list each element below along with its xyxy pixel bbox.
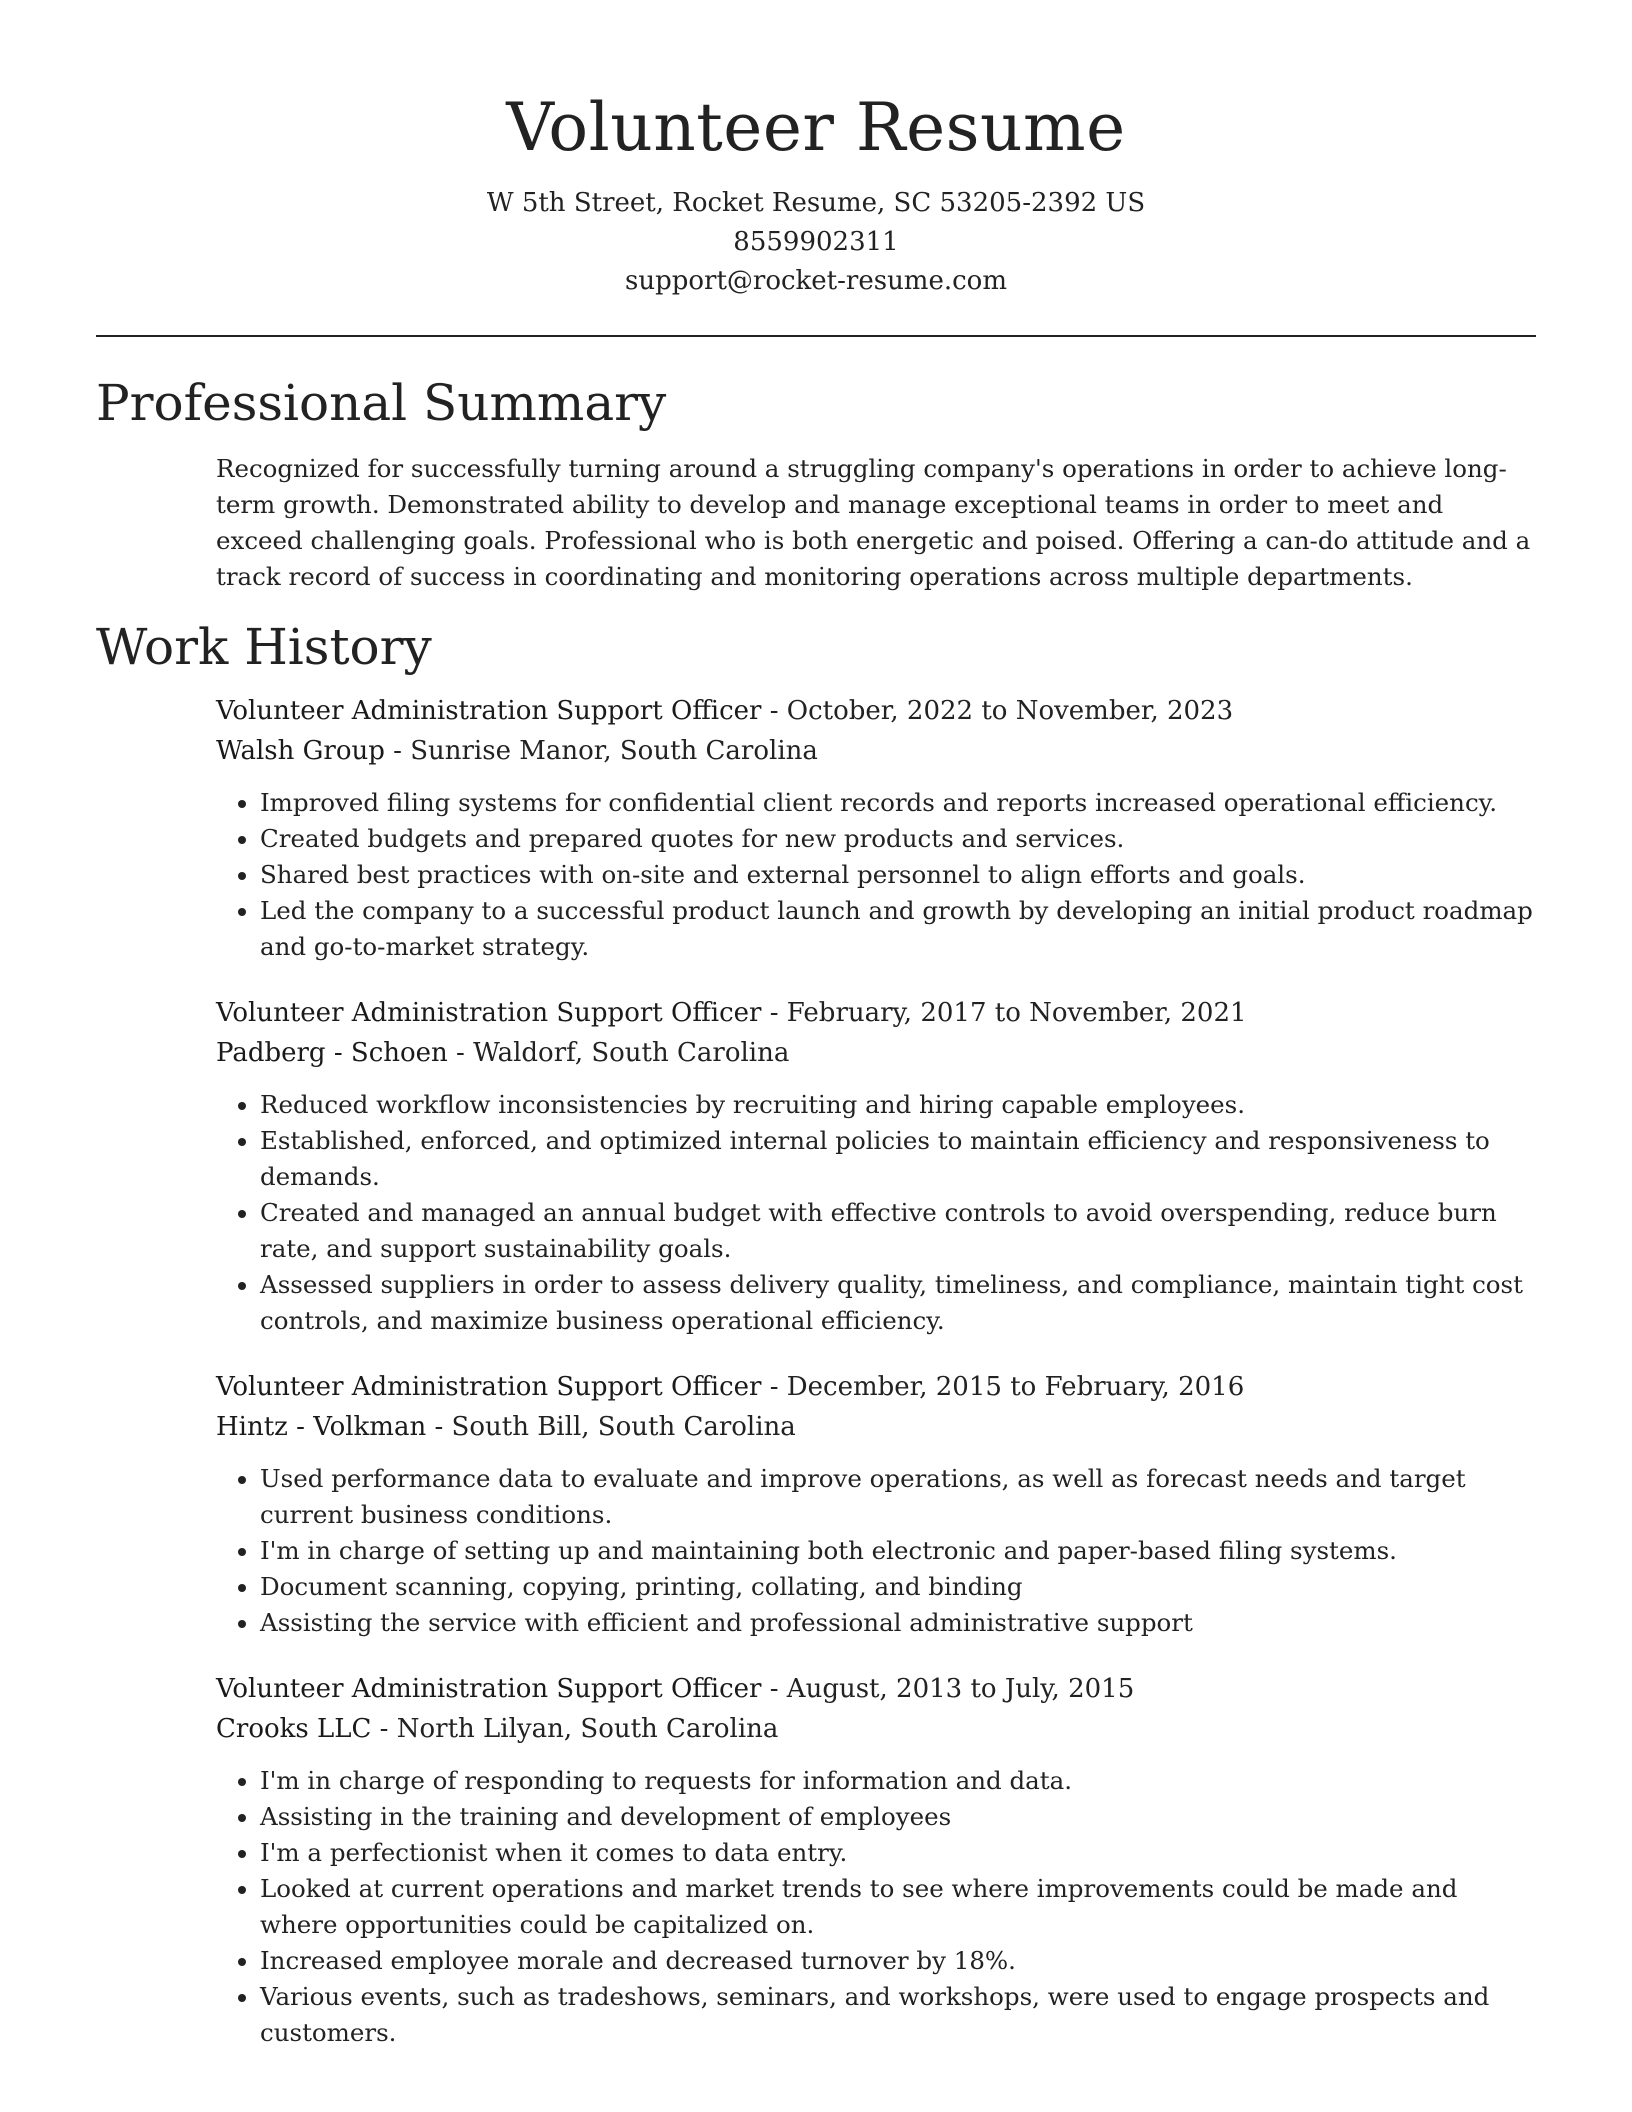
summary-heading: Professional Summary [96, 374, 667, 432]
job-list [96, 691, 1536, 2051]
job-bullet: • Increased employee morale and decreased turnover by 18%. [260, 1943, 1536, 1979]
job-title: Volunteer Administration Support Officer [216, 998, 762, 1028]
job-company: Walsh Group [216, 736, 385, 766]
job-entry [216, 1669, 1536, 2051]
summary-text: Recognized for successfully turning around a struggling company's operations in order to achieve long-term growth. Demonstrated ability to develop and manage exceptional teams in order to meet and exceed challenging goals. Professional who is both energetic and poised. Offering a can-do attitude and a track record of success in coordinating and monitoring operations across multiple departments. [216, 454, 1531, 591]
job-title-line [216, 993, 1536, 1033]
job-company-line [216, 1033, 1536, 1073]
job-bullet: • I'm a perfectionist when it comes to data entry. [260, 1835, 1536, 1871]
job-title-line [216, 691, 1536, 731]
job-bullet: • Shared best practices with on-site and external personnel to align efforts and goals. [260, 857, 1536, 893]
job-bullet: • I'm in charge of setting up and maintaining both electronic and paper-based filing systems. [260, 1533, 1536, 1569]
job-entry [216, 1367, 1536, 1641]
job-bullet: • Used performance data to evaluate and improve operations, as well as forecast needs and target current business conditions. [260, 1461, 1536, 1533]
job-bullets [216, 1763, 1536, 2051]
job-bullet: • Created budgets and prepared quotes for new products and services. [260, 821, 1536, 857]
resume-name: Volunteer Resume [506, 89, 1126, 166]
job-bullet: • Created and managed an annual budget with effective controls to avoid overspending, reduce burn rate, and support sustainability goals. [260, 1195, 1536, 1267]
job-bullet: • I'm in charge of responding to requests for information and data. [260, 1763, 1536, 1799]
job-location: - Sunrise Manor, South Carolina [384, 736, 818, 766]
job-dates: - December, 2015 to February, 2016 [761, 1372, 1245, 1402]
job-dates: - February, 2017 to November, 2021 [761, 998, 1247, 1028]
header-divider [96, 335, 1536, 337]
job-bullets [216, 785, 1536, 965]
job-bullet: • Led the company to a successful product launch and growth by developing an initial product roadmap and go-to-market strategy. [260, 893, 1536, 965]
job-bullet: • Improved filing systems for confidential client records and reports increased operational efficiency. [260, 785, 1536, 821]
contact-info [96, 184, 1536, 301]
job-bullet: • Assisting in the training and development of employees [260, 1799, 1536, 1835]
job-company-line [216, 1407, 1536, 1447]
job-bullet: • Document scanning, copying, printing, collating, and binding [260, 1569, 1536, 1605]
job-entry [216, 691, 1536, 965]
job-bullet: • Looked at current operations and market trends to see where improvements could be made and where opportunities could be capitalized on. [260, 1871, 1536, 1943]
job-bullet: • Established, enforced, and optimized internal policies to maintain efficiency and responsiveness to demands. [260, 1123, 1536, 1195]
job-location: - South Bill, South Carolina [426, 1412, 796, 1442]
job-title-line [216, 1669, 1536, 1709]
job-title: Volunteer Administration Support Officer [216, 1372, 762, 1402]
job-location: - Waldorf, South Carolina [447, 1038, 790, 1068]
job-bullets [216, 1461, 1536, 1641]
job-bullet: • Reduced workflow inconsistencies by recruiting and hiring capable employees. [260, 1087, 1536, 1123]
job-company: Hintz - Volkman [216, 1412, 427, 1442]
job-bullet: • Various events, such as tradeshows, seminars, and workshops, were used to engage prospects and customers. [260, 1979, 1536, 2051]
job-bullet: • Assessed suppliers in order to assess delivery quality, timeliness, and compliance, maintain tight cost controls, and maximize business operational efficiency. [260, 1267, 1536, 1339]
job-company-line [216, 1709, 1536, 1749]
contact-address: W 5th Street, Rocket Resume, SC 53205-2392 US [486, 188, 1146, 218]
job-bullet: • Assisting the service with efficient and professional administrative support [260, 1605, 1536, 1641]
job-entry [216, 993, 1536, 1339]
resume-header [96, 0, 1536, 301]
job-title-line [216, 1367, 1536, 1407]
job-dates: - October, 2022 to November, 2023 [761, 696, 1234, 726]
contact-phone: 8559902311 [733, 227, 899, 257]
work-history-heading: Work History [96, 618, 432, 676]
job-company: Crooks LLC [216, 1714, 372, 1744]
job-dates: - August, 2013 to July, 2015 [761, 1674, 1135, 1704]
job-bullets [216, 1087, 1536, 1339]
job-title: Volunteer Administration Support Officer [216, 696, 762, 726]
job-company-line [216, 731, 1536, 771]
job-location: - North Lilyan, South Carolina [371, 1714, 779, 1744]
job-title: Volunteer Administration Support Officer [216, 1674, 762, 1704]
contact-email: support@rocket-resume.com [624, 266, 1007, 296]
job-company: Padberg - Schoen [216, 1038, 448, 1068]
